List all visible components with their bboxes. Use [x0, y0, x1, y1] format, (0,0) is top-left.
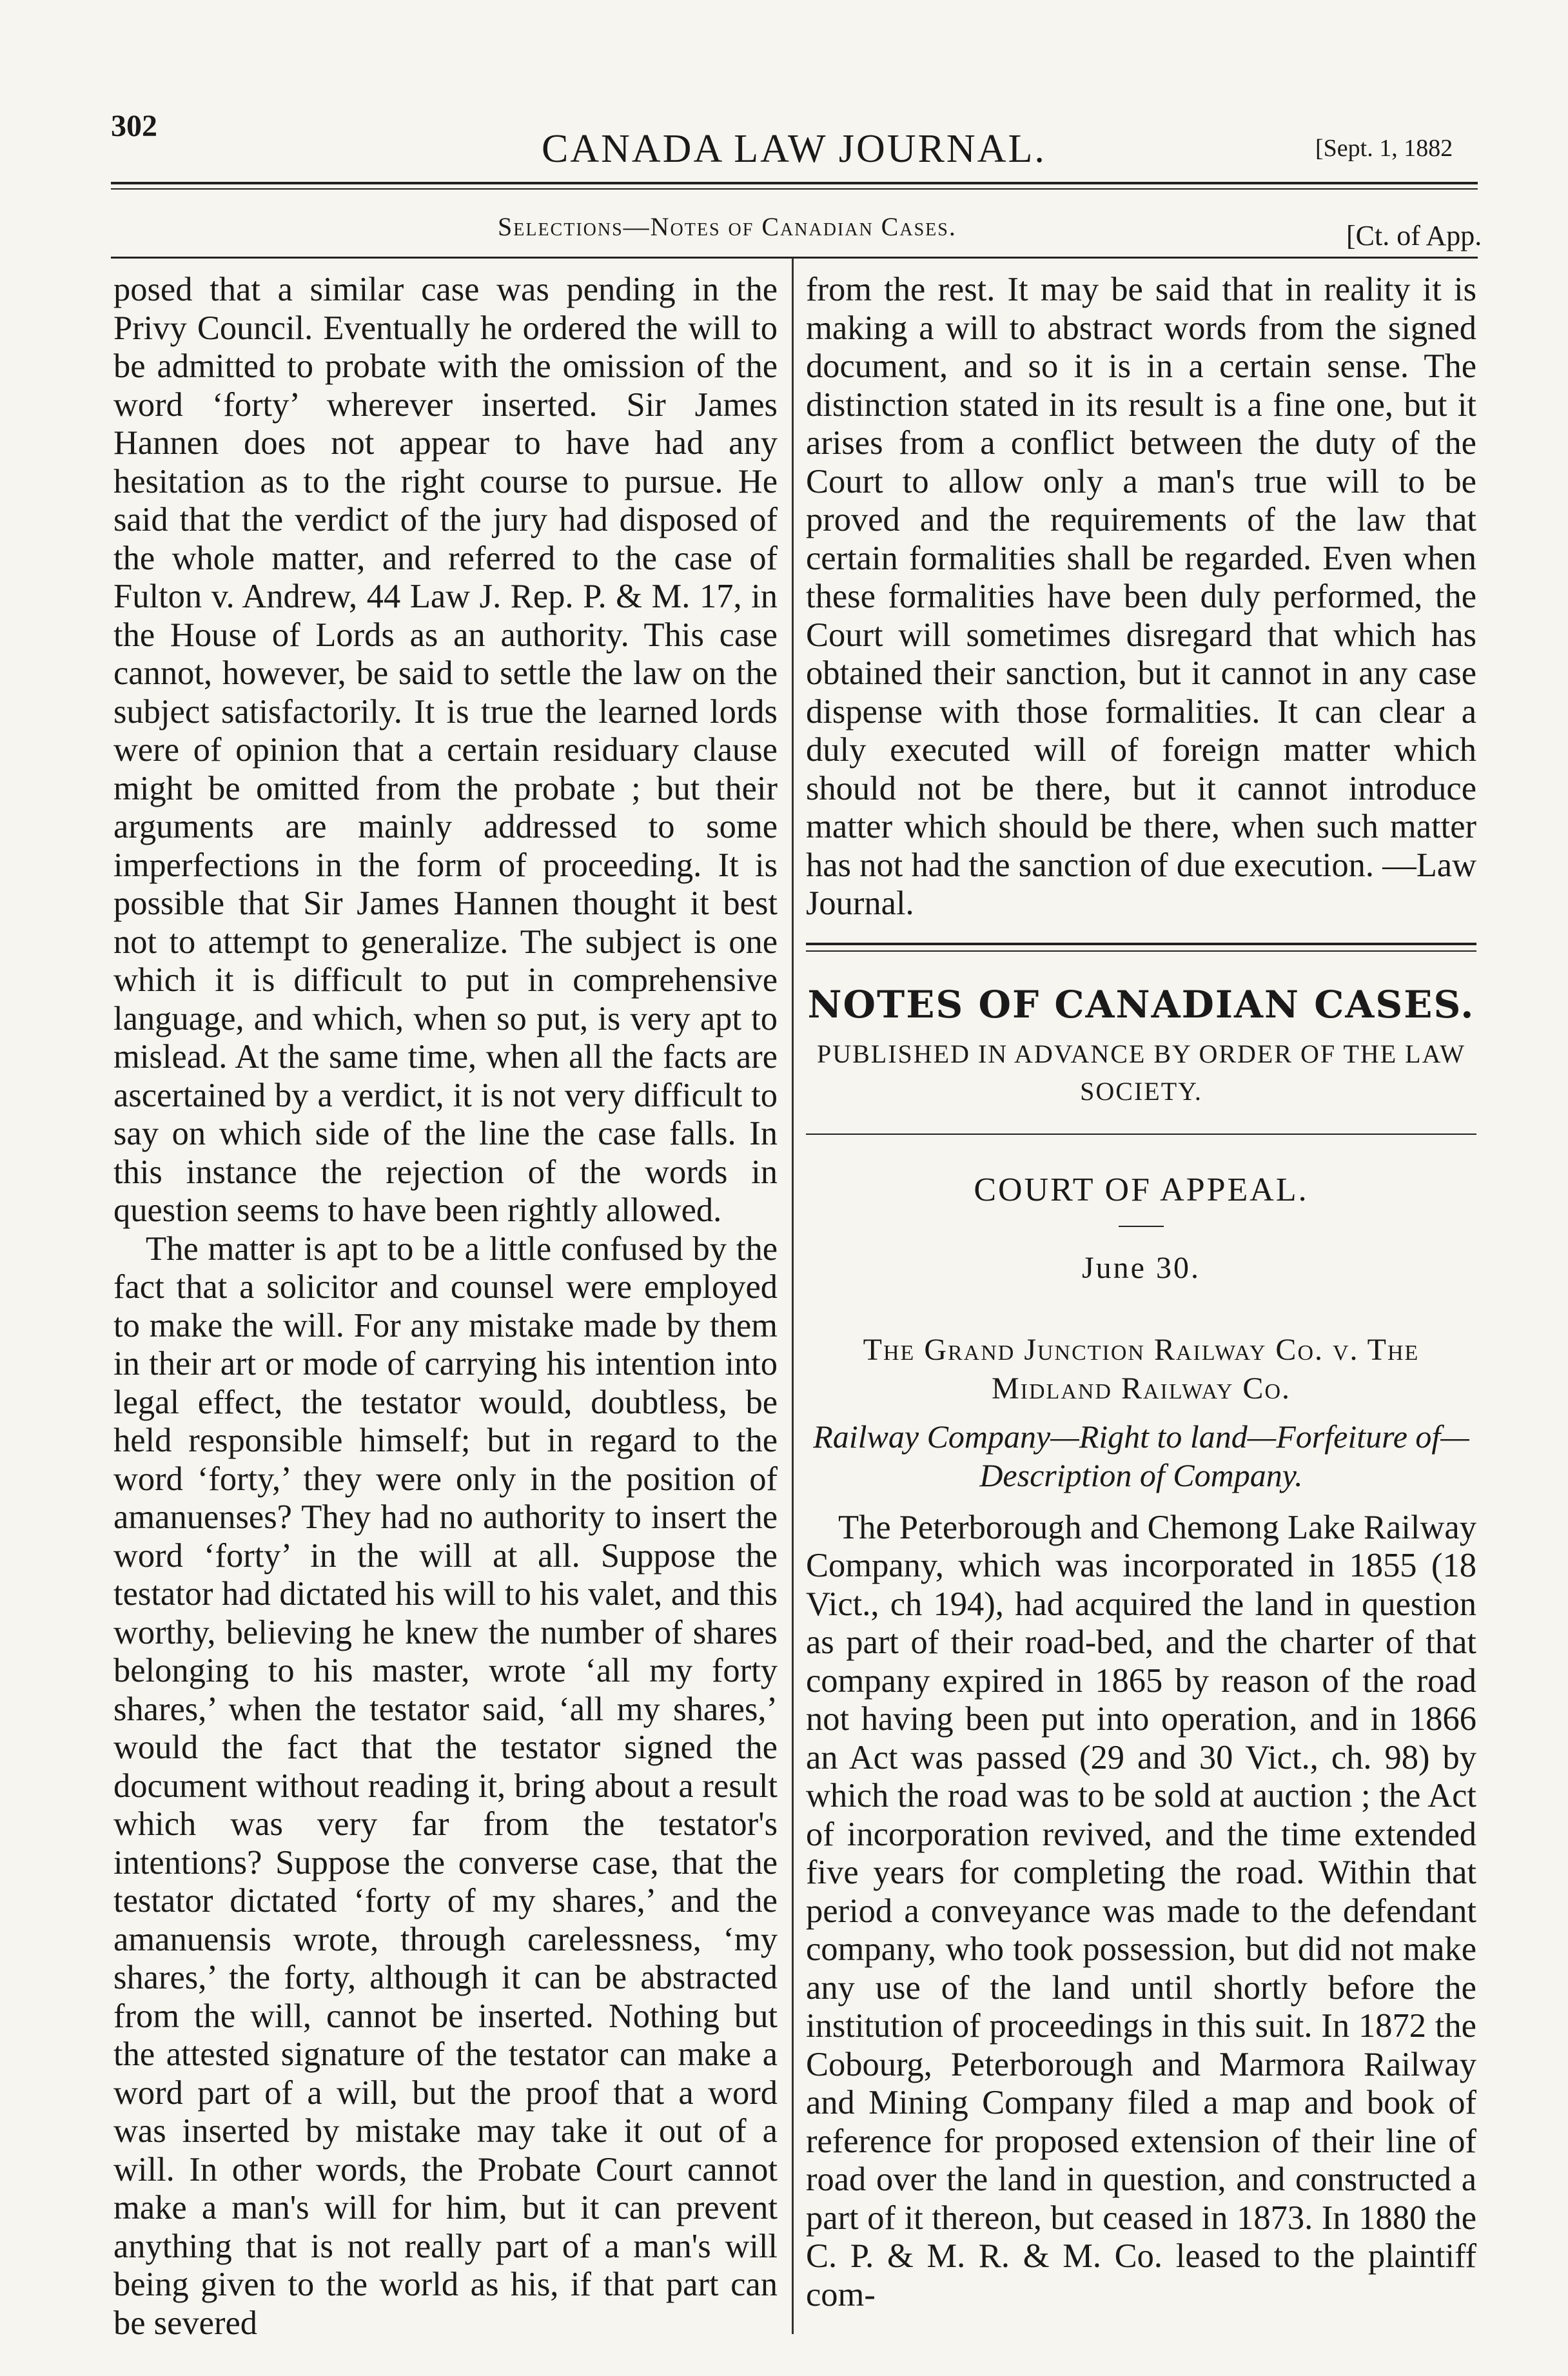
column-divider: [792, 258, 794, 2334]
subheader-rule: [111, 257, 1478, 259]
court-title: COURT OF APPEAL.: [974, 1171, 1309, 1208]
court-dash: [1119, 1226, 1164, 1227]
body-paragraph: from the rest. It may be said that in reality it is making a will to abstract words from the signed document, and so it is in a certain sense. The distinction stated in its result is a fine one, but it arises from a conflict between the duty of the Court to allow only a man's true will to be proved and the requirements of the law that certain formalities shall be regarded. Even when these formalities have been duly performed, the Court will sometimes disregard that which has obtained their sanction, but it cannot in any case dispense with those formalities. It can clear a duly executed will of foreign matter which should not be there, but it cannot introduce matter which should be there, when such matter has not had the sanction of due execution. —Law Journal.: [806, 271, 1476, 922]
body-paragraph: The matter is apt to be a little confused by the fact that a solicitor and counsel were employed to make the will. For any mistake made by them in their art or mode of carrying his intention into legal effect, the testator would, doubtless, be held responsible himself; but in regard to the word ‘forty,’ they were only in the position of amanuenses? They had no authority to insert the word ‘forty’ in the will at all. Suppose the testator had dictated his will to his valet, and this worthy, believing he knew the number of shares belonging to his master, wrote ‘all my forty shares,’ when the testator said, ‘all my shares,’ would the fact that the testator signed the document without reading it, bring about a result which was very far from the testator's intentions? Suppose the converse case, that the testator dictated ‘forty of my shares,’ and the amanuensis wrote, through carelessness, ‘my shares,’ the forty, although it can be abstracted from the will, cannot be inserted. Nothing but the attested signature of the testator can make a word part of a will, but the proof that a word was inserted by mistake may take it out of a will. In other words, the Probate Court cannot make a man's will for him, but it can prevent anything that is not really part of a man's will being given to the world as his, if that part can be severed: [113, 1230, 778, 2342]
case-headnote: Railway Company—Right to land—Forfeiture of—Description of Company.: [813, 1418, 1469, 1493]
right-column: [806, 271, 1476, 2314]
section-rule: [806, 943, 1476, 945]
journal-title: CANADA LAW JOURNAL.: [542, 127, 1046, 171]
header-rule-thin: [111, 188, 1478, 190]
section-subtitle: PUBLISHED IN ADVANCE BY ORDER OF THE LAW SOCIETY.: [816, 1039, 1466, 1106]
section-title: NOTES OF CANADIAN CASES.: [807, 982, 1475, 1026]
section-rule-thin: [806, 950, 1476, 952]
issue-date: [Sept. 1, 1882: [1315, 135, 1453, 162]
body-paragraph: posed that a similar case was pending in the Privy Council. Eventually he ordered the will to be admitted to probate with the omission of the word ‘forty’ wherever inserted. Sir James Hannen does not appear to have had any hesitation as to the right course to pursue. He said that the verdict of the jury had disposed of the whole matter, and referred to the case of Fulton v. Andrew, 44 Law J. Rep. P. & M. 17, in the House of Lords as an authority. This case cannot, however, be said to settle the law on the subject satisfactorily. It is true the learned lords were of opinion that a certain residuary clause might be omitted from the probate ; but their arguments are mainly addressed to some imperfections in the form of proceeding. It is possible that Sir James Hannen thought it best not to attempt to generalize. The subject is one which it is difficult to put in comprehensive language, and which, when so put, is very apt to mislead. At the same time, when all the facts are ascertained by a verdict, it is not very difficult to say on which side of the line the case falls. In this instance the rejection of the words in question seems to have been rightly allowed.: [113, 271, 778, 1229]
section-divider: [806, 1134, 1476, 1135]
left-column: [113, 271, 778, 2342]
section-running-head: Selections—Notes of Canadian Cases.: [498, 212, 957, 241]
case-title: The Grand Junction Railway Co. v. The Midland Railway Co.: [863, 1332, 1420, 1406]
page-number: 302: [111, 109, 157, 143]
case-body: The Peterborough and Chemong Lake Railway Company, which was incorporated in 1855 (18 Vict., ch 194), had acquired the land in question as part of their road-bed, and the charter of that company expired in 1865 by reason of the road not having been put into operation, and in 1866 an Act was passed (29 and 30 Vict., ch. 98) by which the road was to be sold at auction ; the Act of incorporation revived, and the time extended five years for completing the road. Within that period a conveyance was made to the defendant company, who took possession, but did not make any use of the land until shortly before the institution of proceedings in this suit. In 1872 the Cobourg, Peterborough and Marmora Railway and Mining Company filed a map and book of reference for proposed extension of their line of road over the land in question, and constructed a part of it thereon, but ceased in 1873. In 1880 the C. P. & M. R. & M. Co. leased to the plaintiff com-: [806, 1508, 1476, 2313]
header-rule: [111, 182, 1478, 184]
court-running-head: [Ct. of App.: [1346, 220, 1482, 251]
court-date: June 30.: [1082, 1250, 1200, 1285]
